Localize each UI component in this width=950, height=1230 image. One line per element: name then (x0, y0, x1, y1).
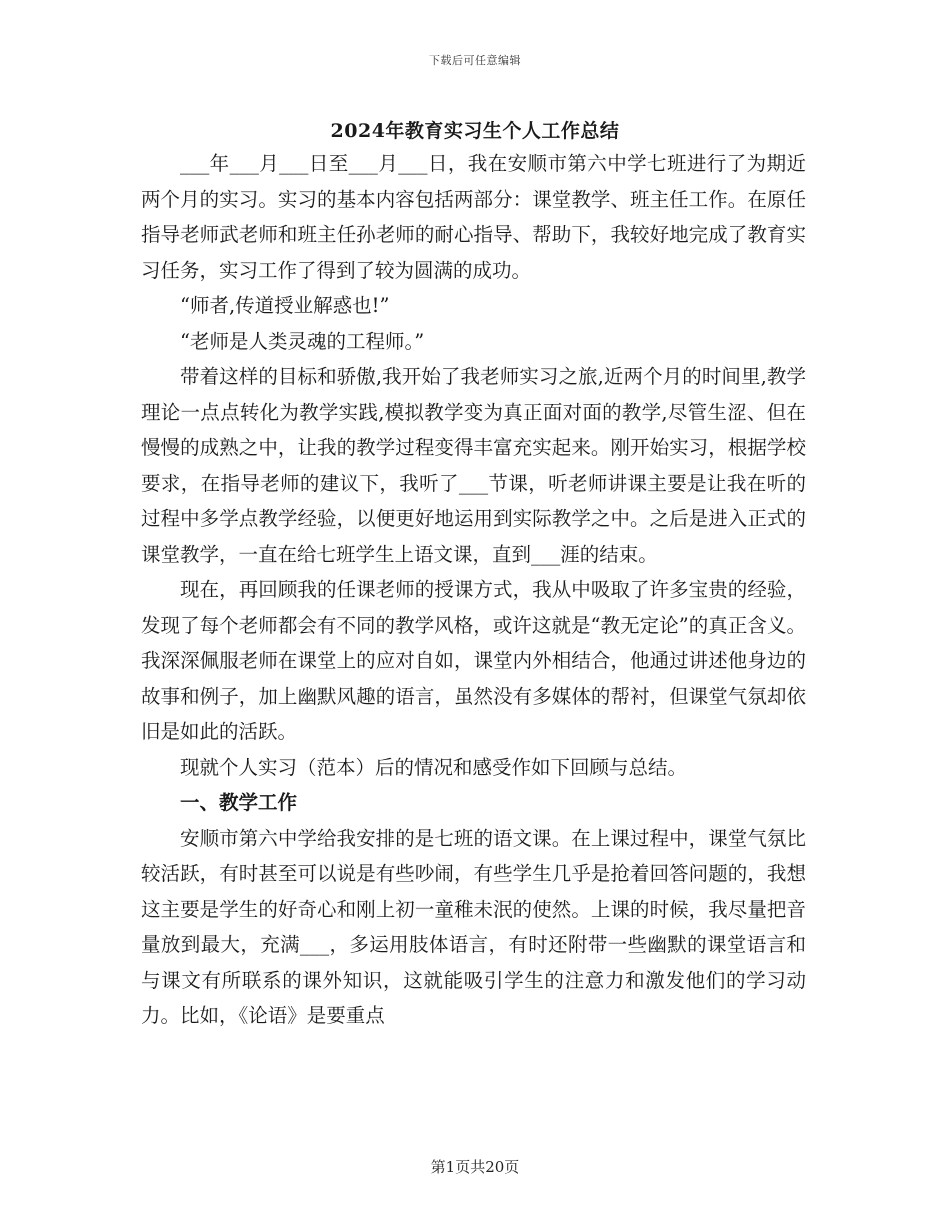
page-number-footer: 第1页共20页 (430, 1158, 520, 1176)
section-heading-teaching: 一、教学工作 (180, 791, 298, 814)
paragraph-summary-intro: 现就个人实习（范本）后的情况和感受作如下回顾与总结。 (180, 755, 688, 779)
paragraph-intro: ___年___月___日至___月___日，我在安顺市第六中学七班进行了为期近两个月的实习。实习的基本内容包括两部分：课堂教学、班主任工作。在原任指导老师武老师和班主任孙老师的耐心指导、帮助下，我较好地完成了教育实习任务，实习工作了得到了较为圆满的成功。 (141, 152, 806, 282)
document-body (141, 146, 806, 1034)
paragraph-journey: 带着这样的目标和骄傲,我开始了我老师实习之旅,近两个月的时间里,教学理论一点点转化为教学实践,模拟教学变为真正面对面的教学,尽管生涩、但在慢慢的成熟之中，让我的教学过程变得丰富充实起来。刚开始实习，根据学校要求，在指导老师的建议下，我听了___节课，听老师讲课主要是让我在听的过程中多学点教学经验，以便更好地运用到实际教学之中。之后是进入正式的课堂教学，一直在给七班学生上语文课，直到___涯的结束。 (141, 365, 806, 566)
paragraph-quote-2: “老师是人类灵魂的工程师。” (180, 329, 425, 353)
document-title: 2024年教育实习生个人工作总结 (330, 120, 620, 142)
paragraph-review: 现在，再回顾我的任课老师的授课方式，我从中吸取了许多宝贵的经验，发现了每个老师都会有不同的教学风格，或许这就是“教无定论”的真正含义。我深深佩服老师在课堂上的应对自如，课堂内外相结合，他通过讲述他身边的故事和例子，加上幽默风趣的语言，虽然没有多媒体的帮衬，但课堂气氛却依旧是如此的活跃。 (141, 578, 806, 743)
page-header-note: 下载后可任意编辑 (429, 54, 521, 67)
paragraph-teaching-work: 安顺市第六中学给我安排的是七班的语文课。在上课过程中，课堂气氛比较活跃，有时甚至可以说是有些吵闹，有些学生几乎是抢着回答问题的，我想这主要是学生的好奇心和刚上初一童稚未泯的使然。上课的时候，我尽量把音量放到最大，充满___，多运用肢体语言，有时还附带一些幽默的课堂语言和与课文有所联系的课外知识，这就能吸引学生的注意力和激发他们的学习动力。比如，《论语》是要重点 (141, 826, 806, 1027)
paragraph-quote-1: “师者,传道授业解惑也!” (180, 294, 390, 317)
